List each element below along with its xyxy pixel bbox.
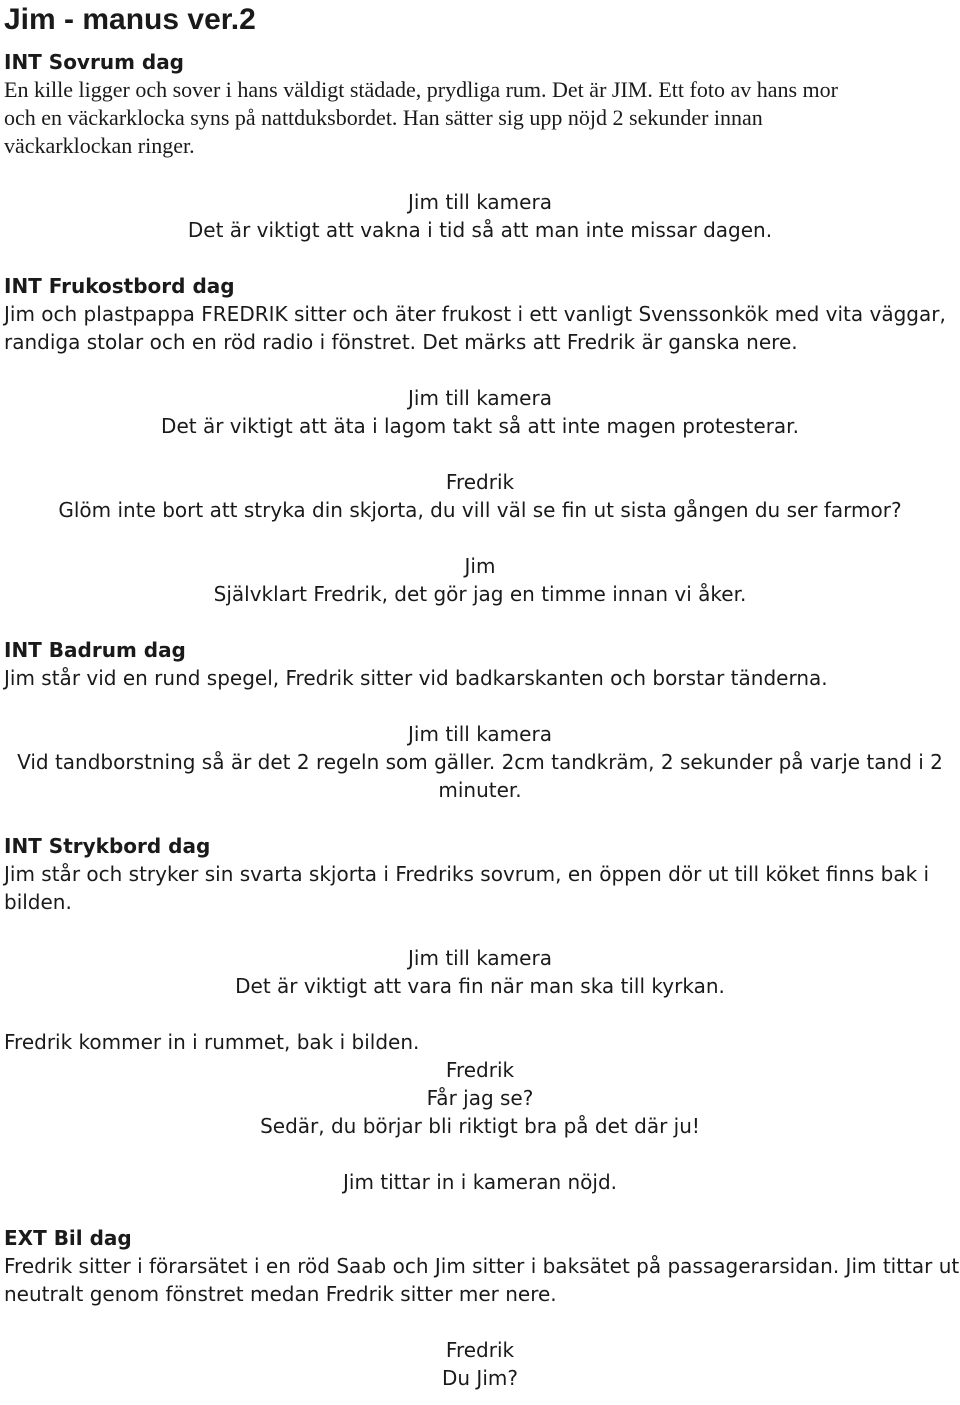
action-line: Fredrik kommer in i rummet, bak i bilden. bbox=[4, 1030, 420, 1054]
dialogue-line: Sedär, du börjar bli riktigt bra på det där ju! bbox=[260, 1114, 700, 1138]
dialogue-line: Det är viktigt att vakna i tid så att man inte missar dagen. bbox=[187, 218, 773, 242]
dialogue-line: Fredrik bbox=[445, 470, 515, 494]
dialogue-line: Vid tandborstning så är det 2 regeln som gäller. 2cm tandkräm, 2 sekunder på varje tand i 2 bbox=[17, 750, 943, 774]
dialogue-line: Jim bbox=[464, 554, 496, 578]
action-line: väckarklockan ringer. bbox=[4, 133, 195, 158]
dialogue-line: Fredrik bbox=[445, 1058, 515, 1082]
action-line: randiga stolar och en röd radio i fönstret. Det märks att Fredrik är ganska nere. bbox=[4, 330, 798, 354]
dialogue-line: Det är viktigt att vara fin när man ska till kyrkan. bbox=[235, 974, 725, 998]
scene-heading: INT Badrum dag bbox=[4, 638, 186, 662]
scene-heading: INT Sovrum dag bbox=[4, 50, 184, 74]
action-line: Jim står vid en rund spegel, Fredrik sitter vid badkarskanten och borstar tänderna. bbox=[4, 666, 828, 690]
dialogue-line: minuter. bbox=[438, 778, 522, 802]
dialogue-line: Det är viktigt att äta i lagom takt så att inte magen protesterar. bbox=[161, 414, 799, 438]
scene-heading: INT Strykbord dag bbox=[4, 834, 211, 858]
action-line: och en väckarklocka syns på nattduksbordet. Han sätter sig upp nöjd 2 sekunder innan bbox=[4, 105, 763, 130]
dialogue-line: Jim till kamera bbox=[408, 386, 552, 410]
dialogue-line: Självklart Fredrik, det gör jag en timme innan vi åker. bbox=[213, 582, 747, 606]
dialogue-line: Glöm inte bort att stryka din skjorta, du vill väl se fin ut sista gången du ser farmor? bbox=[58, 498, 902, 522]
dialogue-line: Fredrik bbox=[445, 1338, 515, 1362]
action-line: Jim står och stryker sin svarta skjorta i Fredriks sovrum, en öppen dör ut till köket finns bak i bbox=[4, 862, 930, 886]
page-title: Jim - manus ver.2 bbox=[4, 3, 256, 36]
dialogue-line: Jim tittar in i kameran nöjd. bbox=[342, 1170, 618, 1194]
action-line: bilden. bbox=[4, 890, 72, 914]
dialogue-line: Jim till kamera bbox=[408, 190, 552, 214]
dialogue-line: Jim till kamera bbox=[408, 946, 552, 970]
dialogue-line: Du Jim? bbox=[442, 1366, 518, 1390]
action-line: Jim och plastpappa FREDRIK sitter och äter frukost i ett vanligt Svenssonkök med vita väggar, bbox=[4, 302, 946, 326]
action-line: neutralt genom fönstret medan Fredrik sitter mer nere. bbox=[4, 1282, 557, 1306]
dialogue-line: Får jag se? bbox=[426, 1086, 534, 1110]
action-line: Fredrik sitter i förarsätet i en röd Saab och Jim sitter i baksätet på passagerarsidan. Jim tittar ut bbox=[4, 1254, 960, 1278]
scene-heading: INT Frukostbord dag bbox=[4, 274, 235, 298]
action-line: En kille ligger och sover i hans väldigt städade, prydliga rum. Det är JIM. Ett foto av hans mor bbox=[4, 77, 838, 102]
dialogue-line: Jim till kamera bbox=[408, 722, 552, 746]
scene-heading: EXT Bil dag bbox=[4, 1226, 132, 1250]
